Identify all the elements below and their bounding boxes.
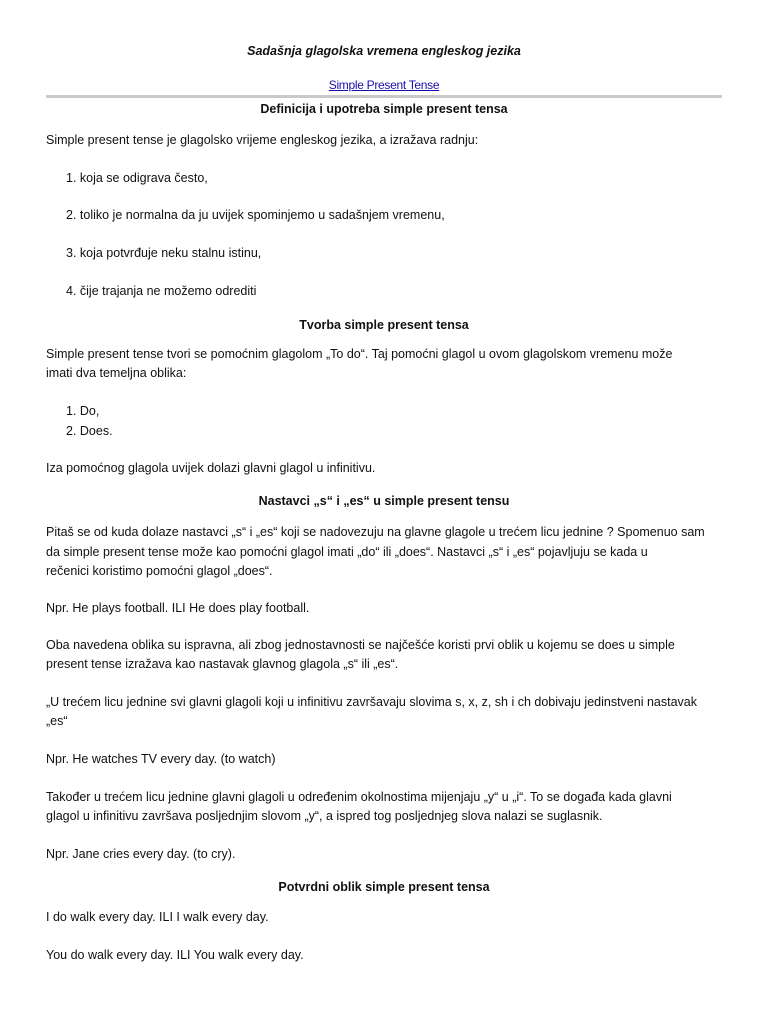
- example-line: I do walk every day. ILI I walk every day.: [46, 910, 269, 924]
- list-item: 4. čije trajanja ne možemo odrediti: [66, 284, 257, 298]
- paragraph-line: da simple present tense može kao pomoćni glagol imati „do“ ili „does“. Nastavci „s“ i „es“ pojavljuju se kada u: [46, 545, 648, 559]
- section-heading-definition: Definicija i upotreba simple present tensa: [260, 102, 508, 116]
- paragraph-line: present tense izražava kao nastavak glavnog glagola „s“ ili „es“.: [46, 657, 399, 671]
- paragraph-line: Oba navedena oblika su ispravna, ali zbog jednostavnosti se najčešće koristi prvi oblik u kojemu se does u simple: [46, 638, 675, 652]
- example-line: Npr. He plays football. ILI He does play football.: [46, 601, 310, 615]
- paragraph-line: Pitaš se od kuda dolaze nastavci „s“ i „es“ koji se nadovezuju na glavne glagole u trećem licu jednine ? Spomenuo sam: [46, 525, 705, 539]
- link-container: [0, 76, 768, 95]
- list-item: 2. Does.: [66, 424, 113, 438]
- example-line: You do walk every day. ILI You walk every day.: [46, 948, 304, 962]
- paragraph-line: glagol u infinitivu završava posljednjim slovom „y“, a ispred tog posljednjeg slova nalazi se suglasnik.: [46, 809, 603, 823]
- section-heading-endings: Nastavci „s“ i „es“ u simple present tensu: [258, 494, 510, 508]
- definition-intro: Simple present tense je glagolsko vrijeme engleskog jezika, a izražava radnju:: [46, 133, 479, 147]
- paragraph-line: „U trećem licu jednine svi glavni glagoli koji u infinitivu završavaju slovima s, x, z, sh i ch dobivaju jedinstveni nastavak: [46, 695, 697, 709]
- list-item: 1. Do,: [66, 404, 100, 418]
- section-heading-formation: Tvorba simple present tensa: [299, 318, 469, 332]
- section-heading-affirmative: Potvrdni oblik simple present tensa: [278, 880, 490, 894]
- paragraph-line: Iza pomoćnog glagola uvijek dolazi glavni glagol u infinitivu.: [46, 461, 376, 475]
- paragraph-line: imati dva temeljna oblika:: [46, 366, 187, 380]
- example-line: Npr. Jane cries every day. (to cry).: [46, 847, 236, 861]
- paragraph-line: Također u trećem licu jednine glavni glagoli u određenim okolnostima mijenjaju „y“ u „i“. To se događa kada glavni: [46, 790, 672, 804]
- list-item: 1. koja se odigrava često,: [66, 171, 208, 185]
- list-item: 3. koja potvrđuje neku stalnu istinu,: [66, 246, 262, 260]
- paragraph-line: Simple present tense tvori se pomoćnim glagolom „To do“. Taj pomoćni glagol u ovom glagolskom vremenu može: [46, 347, 673, 361]
- simple-present-tense-link[interactable]: Simple Present Tense: [328, 78, 440, 92]
- paragraph-line: „es“: [46, 714, 68, 728]
- paragraph-line: rečenici koristimo pomoćni glagol „does“.: [46, 564, 273, 578]
- list-item: 2. toliko je normalna da ju uvijek spominjemo u sadašnjem vremenu,: [66, 208, 445, 222]
- document-title: Sadašnja glagolska vremena engleskog jezika: [247, 44, 521, 58]
- example-line: Npr. He watches TV every day. (to watch): [46, 752, 276, 766]
- horizontal-rule: [46, 95, 722, 98]
